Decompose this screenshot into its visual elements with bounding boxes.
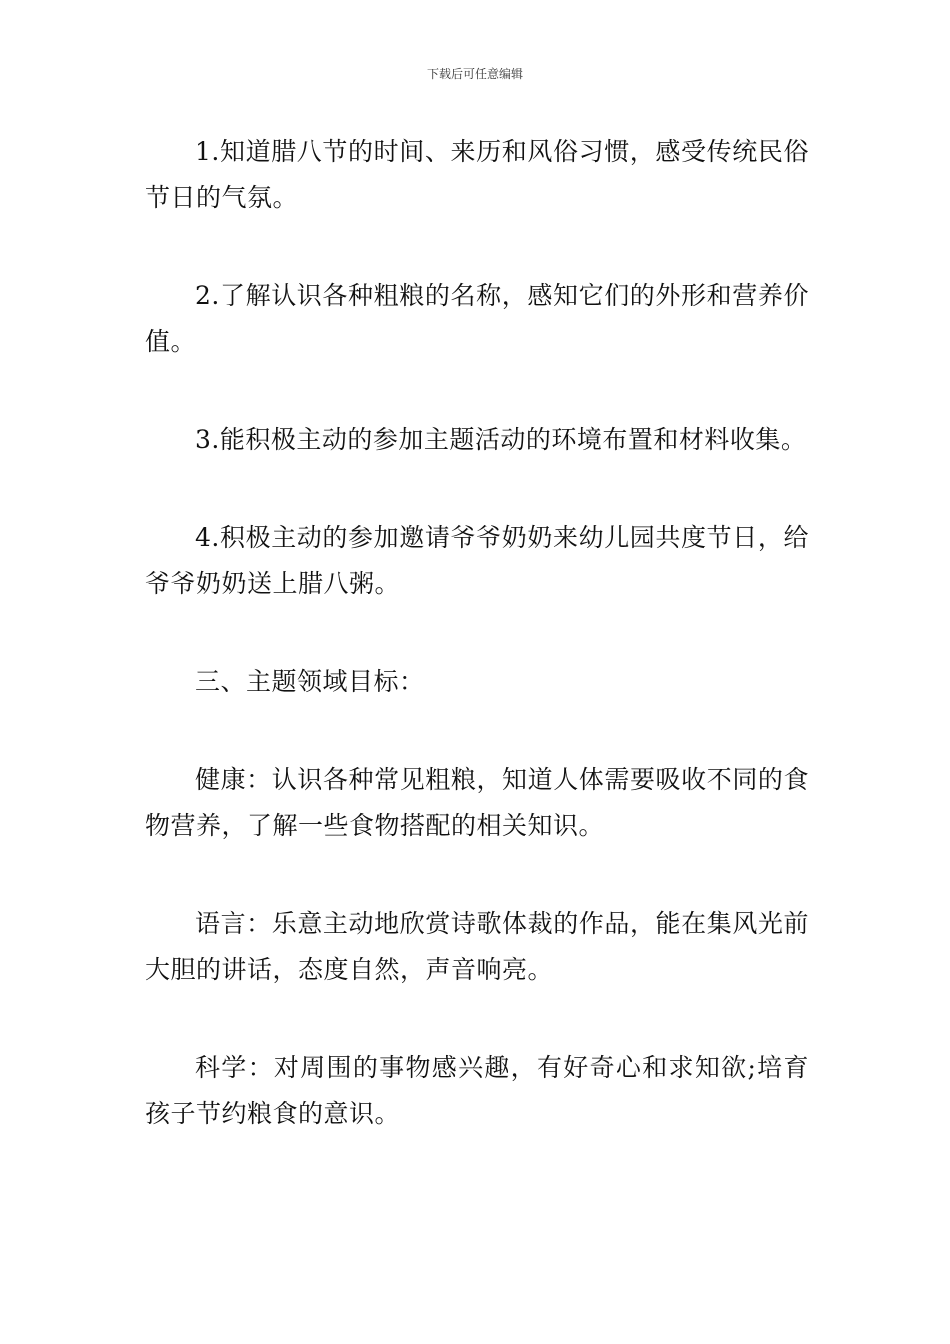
domain-language: 语言：乐意主动地欣赏诗歌体裁的作品，能在集风光前大胆的讲话，态度自然，声音响亮。: [145, 909, 809, 984]
section-heading: 三、主题领域目标：: [195, 667, 425, 696]
domain-science: 科学：对周围的事物感兴趣，有好奇心和求知欲;培育孩子节约粮食的意识。: [145, 1053, 809, 1128]
goal-item-3: 3.能积极主动的参加主题活动的环境布置和材料收集。: [195, 425, 807, 454]
goal-item-2: 2.了解认识各种粗粮的名称，感知它们的外形和营养价值。: [145, 281, 809, 356]
document-body: [145, 129, 809, 1189]
goal-item-4: 4.积极主动的参加邀请爷爷奶奶来幼儿园共度节日，给爷爷奶奶送上腊八粥。: [145, 523, 809, 598]
page-header-note: 下载后可任意编辑: [426, 67, 523, 81]
goal-item-1: 1.知道腊八节的时间、来历和风俗习惯，感受传统民俗节日的气氛。: [145, 137, 809, 212]
domain-health: 健康：认识各种常见粗粮，知道人体需要吸收不同的食物营养，了解一些食物搭配的相关知识。: [145, 765, 809, 840]
